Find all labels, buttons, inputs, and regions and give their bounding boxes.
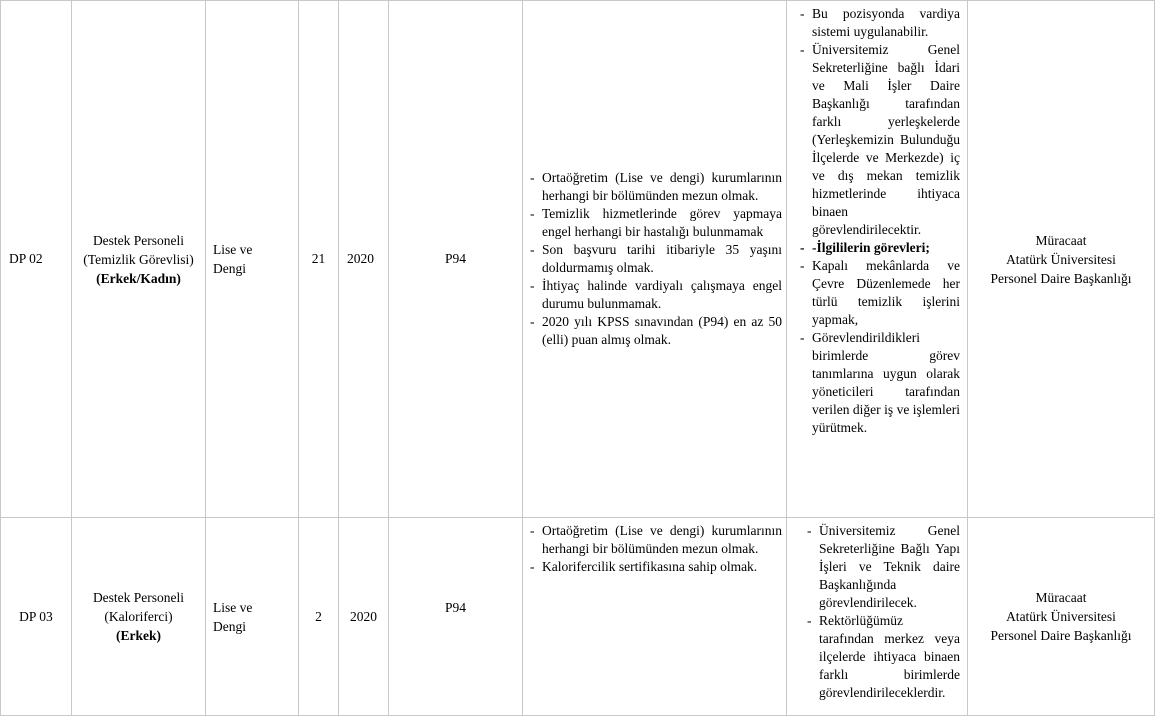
position-code: DP 03 [19,608,53,624]
education-level: Lise ve [213,242,253,257]
score-type: P94 [444,599,466,615]
education-level-cont: Dengi [213,618,246,634]
education-level-cont: Dengi [213,261,246,276]
requirements-cell [523,518,787,716]
position-count: 21 [311,251,326,266]
notes-list [787,522,967,702]
list-item: - Bu pozisyonda vardiya sistemi uygulanabilir. [799,5,960,41]
table-row [1,1,1155,518]
count-cell [299,1,339,518]
table-row [1,518,1155,716]
position-title: Destek Personeli [92,232,185,248]
requirements-cell [523,1,787,518]
application-cell [968,518,1155,716]
position-gender: (Erkek) [116,628,161,643]
application-label: Müracaat [1035,232,1087,248]
position-title-cell [72,1,206,518]
position-code-cell [1,518,72,716]
list-item: - İhtiyaç halinde vardiyalı çalışmaya engel durumu bulunmamak. [529,277,782,313]
score-type-cell [389,1,523,518]
notes-cell [787,518,968,716]
position-count: 2 [315,608,322,624]
score-type-cell [389,518,523,716]
education-cell [206,1,299,518]
education-cell [206,518,299,716]
list-item: - Kalorifercilik sertifikasına sahip olmak. [529,558,782,576]
list-item: - Görevlendirildikleri birimlerde görev tanımlarına uygun olarak yöneticileri tarafından verilen diğer iş ve işlemleri yürütmek. [799,329,960,437]
year-cell [339,518,389,716]
application-cell [968,1,1155,518]
notes-list [787,5,967,437]
list-item: - Ortaöğretim (Lise ve dengi) kurumlarının herhangi bir bölümünden mezun olmak. [529,169,782,205]
position-subtitle: (Kaloriferci) [104,609,173,624]
list-item: - -İlgililerin görevleri; [799,239,960,257]
position-code-cell [1,1,72,518]
count-cell [299,518,339,716]
list-item: - Üniversitemiz Genel Sekreterliğine bağlı İdari ve Mali İşler Daire Başkanlığı tarafından farklı yerleşkelerde (Yerleşkemizin Bulunduğu İlçelerde ve Merkezde) iç ve dış mekan temizlik hizmetlerinde ihtiyaca binaen görevlendirilecektir. [799,41,960,239]
year-cell [339,1,389,518]
list-item: - Ortaöğretim (Lise ve dengi) kurumlarının herhangi bir bölümünden mezun olmak. [529,522,782,558]
requirements-list [523,522,786,576]
education-level: Lise ve [213,599,253,615]
kpss-year: 2020 [350,608,377,624]
score-type: P94 [444,251,466,266]
kpss-year: 2020 [347,251,374,266]
position-subtitle: (Temizlik Görevlisi) [83,251,194,267]
application-label: Müracaat [1035,590,1087,605]
notes-cell [787,1,968,518]
requirements-list [523,169,786,349]
position-title: Destek Personeli [92,590,185,605]
list-item: - Rektörlüğümüz tarafından merkez veya ilçelerde ihtiyaca binaen farklı birimlerde görevlendirileceklerdir. [806,612,960,702]
position-title-cell [72,518,206,716]
list-item: - Üniversitemiz Genel Sekreterliğine Bağlı Yapı İşleri ve Teknik daire Başkanlığında görevlendirilecek. [806,522,960,612]
application-department: Personel Daire Başkanlığı [990,270,1132,286]
list-item: - Temizlik hizmetlerinde görev yapmaya engel herhangi bir hastalığı bulunmamak [529,205,782,241]
application-university: Atatürk Üniversitesi [1006,609,1116,624]
list-item: - 2020 yılı KPSS sınavından (P94) en az 50 (elli) puan almış olmak. [529,313,782,349]
list-item: - Son başvuru tarihi itibariyle 35 yaşını doldurmamış olmak. [529,241,782,277]
application-department: Personel Daire Başkanlığı [990,628,1132,643]
position-code: DP 02 [9,251,43,266]
list-item: - Kapalı mekânlarda ve Çevre Düzenlemede her türlü temizlik işlerini yapmak, [799,257,960,329]
position-gender: (Erkek/Kadın) [96,270,181,286]
application-university: Atatürk Üniversitesi [1006,251,1116,267]
